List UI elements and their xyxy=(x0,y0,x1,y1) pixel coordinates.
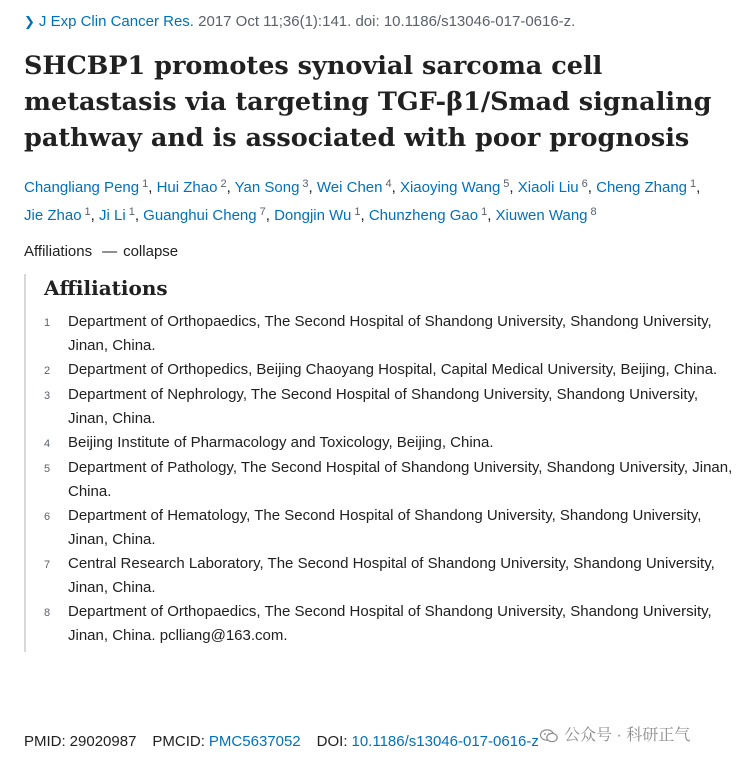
doi-label: DOI: xyxy=(316,733,348,750)
affiliation-number: 6 xyxy=(44,511,51,523)
affiliation-text: Department of Pathology, The Second Hospital of Shandong University, Shandong University, Jinan, China. xyxy=(68,459,733,500)
author-affiliation-number[interactable]: 1 xyxy=(690,178,697,190)
author-affiliation-number[interactable]: 3 xyxy=(302,178,309,190)
affiliation-number: 8 xyxy=(44,607,51,619)
citation-details: 2017 Oct 11;36(1):141. doi: 10.1186/s13046-017-0616-z. xyxy=(193,13,576,30)
affiliation-number: 3 xyxy=(44,390,51,402)
affiliations-toggle-label: Affiliations xyxy=(24,243,93,260)
affiliation-text: Department of Orthopedics, Beijing Chaoyang Hospital, Capital Medical University, Beijing, China. xyxy=(68,361,718,378)
author-affiliation-number[interactable]: 8 xyxy=(590,206,597,218)
author-affiliation-number[interactable]: 1 xyxy=(128,206,135,218)
affiliations-toggle xyxy=(24,240,739,264)
affiliation-text: Department of Hematology, The Second Hospital of Shandong University, Shandong University, Jinan, China. xyxy=(68,507,702,548)
affiliation-item xyxy=(44,383,739,431)
author-name[interactable]: Chunzheng Gao xyxy=(368,207,479,224)
author-name[interactable]: Ji Li xyxy=(99,207,126,224)
watermark-text: 公众号 · 科研正气 xyxy=(564,727,691,744)
collapse-link[interactable]: collapse xyxy=(123,243,179,260)
author-link[interactable] xyxy=(369,207,487,224)
pmcid-link[interactable]: PMC5637052 xyxy=(208,733,301,750)
citation-line xyxy=(24,10,739,34)
author-link[interactable] xyxy=(518,179,588,196)
author-name[interactable]: Yan Song xyxy=(234,179,300,196)
author-name[interactable]: Guanghui Cheng xyxy=(143,207,257,224)
affiliation-item xyxy=(44,504,739,552)
author-name[interactable]: Xiaoli Liu xyxy=(517,179,579,196)
affiliation-number: 1 xyxy=(44,317,51,329)
affiliation-item xyxy=(44,552,739,600)
author-affiliation-number[interactable]: 1 xyxy=(354,206,361,218)
article-identifiers xyxy=(24,730,539,754)
author-name[interactable]: Xiaoying Wang xyxy=(399,179,501,196)
author-link[interactable] xyxy=(24,179,148,196)
affiliation-item xyxy=(44,456,739,504)
author-affiliation-number[interactable]: 2 xyxy=(220,178,227,190)
affiliation-number: 7 xyxy=(44,559,51,571)
author-affiliation-number[interactable]: 4 xyxy=(385,178,392,190)
affiliation-text: Department of Nephrology, The Second Hospital of Shandong University, Shandong University, Jinan, China. xyxy=(68,386,699,427)
author-name[interactable]: Cheng Zhang xyxy=(596,179,688,196)
affiliation-item xyxy=(44,600,739,648)
author-name[interactable]: Hui Zhao xyxy=(156,179,218,196)
author-link[interactable] xyxy=(157,179,227,196)
author-affiliation-number[interactable]: 6 xyxy=(581,178,588,190)
article-header xyxy=(24,10,739,652)
author-affiliation-number[interactable]: 1 xyxy=(142,178,149,190)
article-title: SHCBP1 promotes synovial sarcoma cell metastasis via targeting TGF-β1/Smad signaling pathway and is associated with poor prognosis xyxy=(24,51,712,153)
affiliation-text: Central Research Laboratory, The Second Hospital of Shandong University, Shandong University, Jinan, China. xyxy=(68,555,715,596)
affiliation-number: 2 xyxy=(44,365,51,377)
journal-link[interactable]: J Exp Clin Cancer Res. xyxy=(38,13,194,30)
author-affiliation-number[interactable]: 1 xyxy=(481,206,488,218)
pmid-label: PMID: xyxy=(24,733,66,750)
doi-link[interactable]: 10.1186/s13046-017-0616-z xyxy=(351,733,539,750)
wechat-watermark xyxy=(540,724,690,748)
author-link[interactable] xyxy=(24,207,91,224)
collapse-dash-icon[interactable]: — xyxy=(102,243,118,260)
author-name[interactable]: Jie Zhao xyxy=(24,207,82,224)
author-affiliation-number[interactable]: 1 xyxy=(84,206,91,218)
author-name[interactable]: Changliang Peng xyxy=(24,179,140,196)
chevron-right-icon[interactable]: ❯ xyxy=(24,14,35,29)
affiliation-item xyxy=(44,310,739,358)
affiliation-number: 4 xyxy=(44,438,51,450)
affiliations-panel xyxy=(24,274,739,652)
affiliation-text: Department of Orthopaedics, The Second Hospital of Shandong University, Shandong University, Jinan, China. xyxy=(68,313,712,354)
author-link[interactable] xyxy=(235,179,309,196)
author-name[interactable]: Xiuwen Wang xyxy=(495,207,588,224)
author-list: Changliang Peng $^1$, Hui Zhao $^2$, Yan Song $^3$, Wei Chen $^4$, Xiaoying Wang $^5$, Xiaoli Liu $^6$, Cheng Zhang $^1$, Jie Zhao $^1$, Ji Li $^1$, Guanghui Cheng $^7$, Dongjin Wu $^1$, Chunzheng Gao $^1$, Xiuwen Wang $^8$ xyxy=(24,178,701,224)
affiliation-item xyxy=(44,358,739,383)
affiliation-text: Beijing Institute of Pharmacology and Toxicology, Beijing, China. xyxy=(68,434,494,451)
affiliation-text: Department of Orthopaedics, The Second Hospital of Shandong University, Shandong University, Jinan, China. pclliang@163.com. xyxy=(68,603,712,644)
author-link[interactable] xyxy=(317,179,392,196)
author-link[interactable] xyxy=(99,207,135,224)
author-name[interactable]: Wei Chen xyxy=(316,179,383,196)
pmcid-label: PMCID: xyxy=(152,733,205,750)
author-link[interactable] xyxy=(400,179,509,196)
author-affiliation-number[interactable]: 7 xyxy=(259,206,266,218)
author-link[interactable] xyxy=(596,179,696,196)
wechat-icon xyxy=(540,729,558,743)
affiliation-item xyxy=(44,431,739,456)
affiliation-number: 5 xyxy=(44,463,51,475)
author-link[interactable] xyxy=(496,207,597,224)
author-link[interactable] xyxy=(143,207,266,224)
author-link[interactable] xyxy=(274,207,360,224)
pmid-value: 29020987 xyxy=(69,733,137,750)
affiliations-list xyxy=(44,310,739,648)
affiliations-heading: Affiliations xyxy=(44,276,168,300)
author-affiliation-number[interactable]: 5 xyxy=(503,178,510,190)
author-name[interactable]: Dongjin Wu xyxy=(274,207,352,224)
